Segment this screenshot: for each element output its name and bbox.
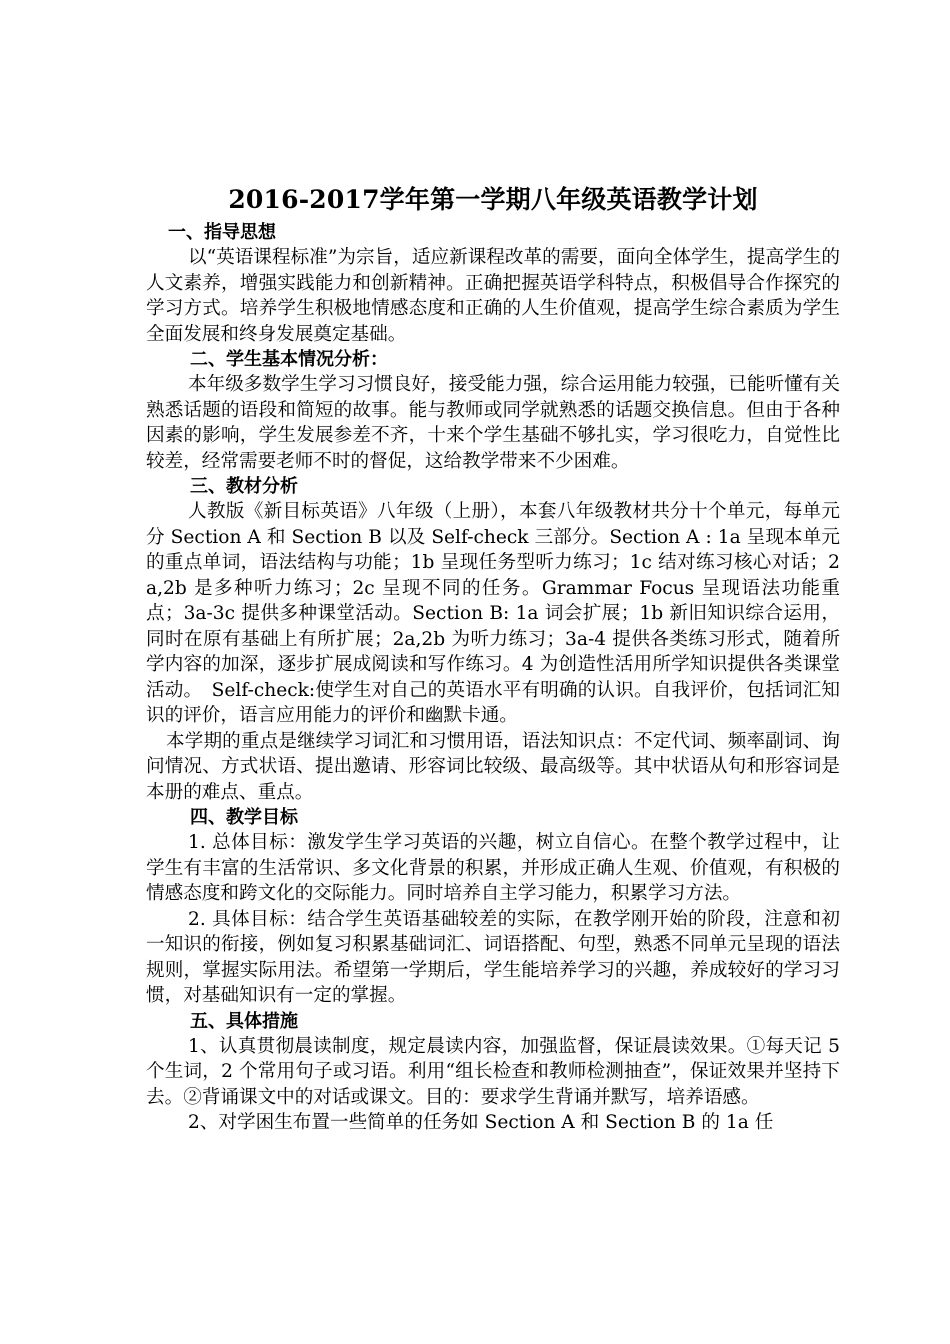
paragraph-overall-goal: 1. 总体目标：激发学生学习英语的兴趣，树立自信心。在整个教学过程中，让学生有丰富的生活常识、多文化背景的积累，并形成正确人生观、价值观，有积极的情感态度和跨文化的交际能力。同时培养自主学习能力，积累学习方法。 — [146, 832, 840, 904]
paragraph-measure-1: 1、认真贯彻晨读制度，规定晨读内容，加强监督，保证晨读效果。①每天记 5 个生词，2 个常用句子或习语。利用“组长检查和教师检测抽查”，保证效果并坚持下去。②背诵课文中的对话或课文。目的：要求学生背诵并默写，培养语感。 — [146, 1035, 840, 1108]
paragraph-specific-goal: 2. 具体目标：结合学生英语基础较差的实际，在教学刚开始的阶段，注意和初一知识的衔接，例如复习积累基础词汇、词语搭配、句型，熟悉不同单元呈现的语法规则，掌握实际用法。希望第一学期后，学生能培养学习的兴趣，养成较好的学习习惯，对基础知识有一定的掌握。 — [146, 908, 840, 1006]
paragraph-guiding-ideology: 以“英语课程标准”为宗旨，适应新课程改革的需要，面向全体学生，提高学生的人文素养，增强实践能力和创新精神。正确把握英语学科特点，积极倡导合作探究的学习方式。培养学生积极地情感态度和正确的人生价值观，提高学生综合素质为学生全面发展和终身发展奠定基础。 — [146, 247, 840, 345]
paragraph-student-analysis: 本年级多数学生学习习惯良好，接受能力强，综合运用能力较强，已能听懂有关熟悉话题的语段和简短的故事。能与教师或同学就熟悉的话题交换信息。但由于各种因素的影响，学生发展参差不齐，十来个学生基础不够扎实，学习很吃力，自觉性比较差，经常需要老师不时的督促，这给教学带来不少困难。 — [146, 374, 840, 472]
section-heading-guiding-ideology: 一、指导思想 — [168, 222, 276, 243]
paragraph-measure-2: 2、对学困生布置一些简单的任务如 Section A 和 Section B 的 1a 任 — [188, 1112, 774, 1133]
section-heading-student-analysis: 二、学生基本情况分析： — [190, 349, 388, 370]
paragraph-textbook-analysis: 人教版《新目标英语》八年级（上册），本套八年级教材共分十个单元，每单元分 Section A 和 Section B 以及 Self-check 三部分。Section A : 1a 呈现本单元的重点单词，语法结构与功能；1b 呈现任务型听力练习；1c 结对练习核心对话；2a,2b 是多种听力练习；2c 呈现不同的任务。Grammar Focus 呈现语法功能重点；3a-3c 提供多种课堂活动。Section B: 1a 词会扩展；1b 新旧知识综合运用，同时在原有基础上有所扩展；2a,2b 为听力练习；3a-4 提供各类练习形式，随着所学内容的加深，逐步扩展成阅读和写作练习。4 为创造性活用所学知识提供各类课堂活动。 Self-check:使学生对自己的英语水平有明确的认识。自我评价，包括词汇知识的评价，语言应用能力的评价和幽默卡通。 — [146, 501, 840, 726]
section-heading-textbook-analysis: 三、教材分析 — [190, 476, 298, 497]
section-heading-teaching-goals: 四、教学目标 — [190, 807, 298, 828]
document-title: 2016-2017学年第一学期八年级英语教学计划 — [228, 185, 758, 214]
document-page — [146, 182, 840, 1136]
paragraph-semester-focus: 本学期的重点是继续学习词汇和习惯用语，语法知识点：不定代词、频率副词、询问情况、方式状语、提出邀请、形容词比较级、最高级等。其中状语从句和形容词是本册的难点、重点。 — [146, 730, 840, 803]
section-heading-measures: 五、具体措施 — [190, 1010, 298, 1032]
